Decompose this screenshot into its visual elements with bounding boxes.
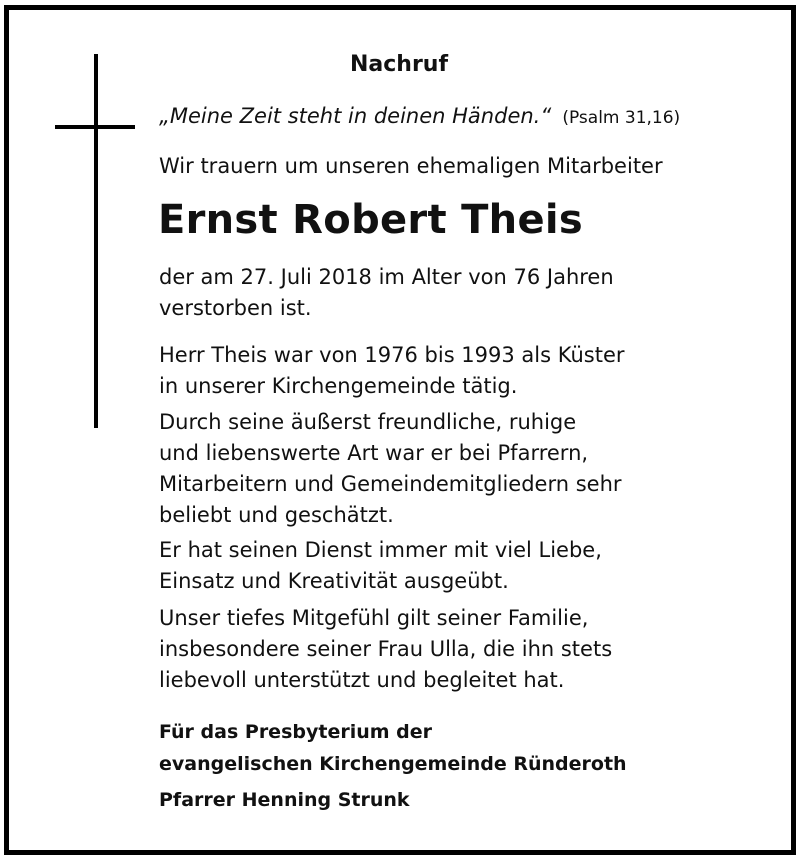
dedication-paragraph [159, 535, 602, 597]
signature-organization [159, 716, 627, 780]
notice-heading: Nachruf [350, 52, 449, 77]
text-line: und liebenswerte Art war er bei Pfarrern, [159, 441, 589, 465]
cross-horizontal-bar [55, 125, 135, 129]
text-line: Herr Theis war von 1976 bis 1993 als Küster [159, 343, 625, 367]
quote-text: „Meine Zeit steht in deinen Händen.“ [159, 104, 552, 128]
text-line: der am 27. Juli 2018 im Alter von 76 Jahren [159, 265, 614, 289]
text-line: in unserer Kirchengemeinde tätig. [159, 374, 518, 398]
text-line: insbesondere seiner Frau Ulla, die ihn stets [159, 637, 613, 661]
text-line: Unser tiefes Mitgefühl gilt seiner Familie, [159, 606, 589, 630]
service-paragraph [159, 340, 625, 402]
deceased-name: Ernst Robert Theis [158, 197, 584, 243]
text-line: beliebt und geschätzt. [159, 503, 394, 527]
text-line: Mitarbeitern und Gemeindemitgliedern sehr [159, 472, 622, 496]
bible-quote [159, 101, 680, 133]
text-line: Einsatz und Kreativität ausgeübt. [159, 569, 509, 593]
condolence-paragraph [159, 603, 612, 696]
text-line: evangelischen Kirchengemeinde Ründeroth [159, 753, 627, 775]
cross-vertical-bar [94, 54, 98, 428]
text-line: Für das Presbyterium der [159, 721, 433, 743]
text-line: Er hat seinen Dienst immer mit viel Liebe, [159, 538, 602, 562]
text-line: Durch seine äußerst freundliche, ruhige [159, 410, 577, 434]
quote-reference: (Psalm 31,16) [562, 108, 681, 128]
intro-text: Wir trauern um unseren ehemaligen Mitarbeiter [159, 154, 663, 178]
character-paragraph [159, 407, 622, 531]
text-line: liebevoll unterstützt und begleitet hat. [159, 668, 565, 692]
signature-pastor: Pfarrer Henning Strunk [159, 789, 410, 811]
death-notice-paragraph [159, 262, 614, 324]
text-line: verstorben ist. [159, 296, 312, 320]
